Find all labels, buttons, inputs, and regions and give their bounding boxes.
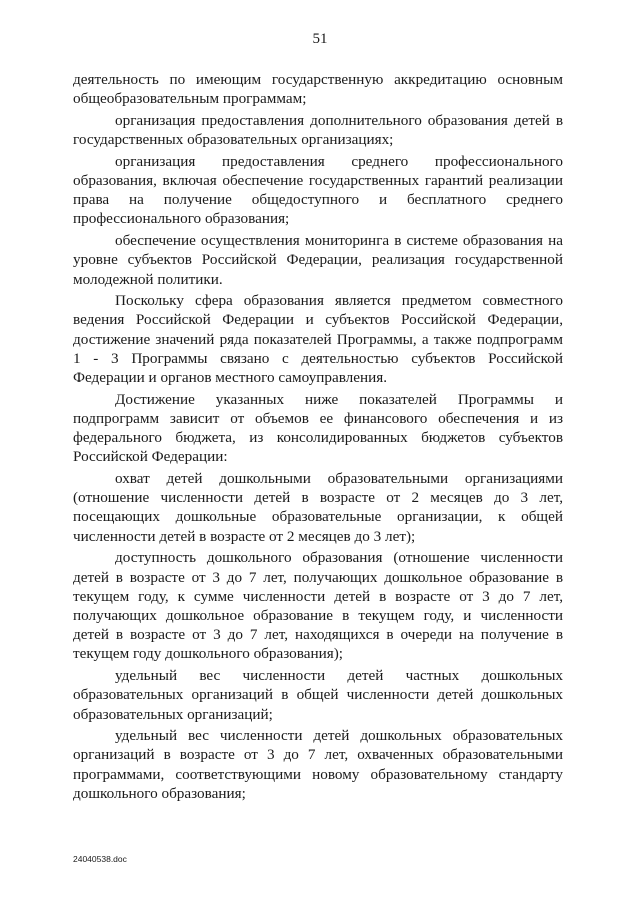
paragraph: Поскольку сфера образования является предметом совместного ведения Российской Федерации и субъектов Российской Федерации, достижение значений ряда показателей Программы, а также подпрограмм 1 - 3 Программы связано с деятельностью субъектов Российской Федерации и органов местного самоуправления.: [73, 292, 563, 387]
paragraph: охват детей дошкольными образовательными организациями (отношение численности детей в возрасте от 2 месяцев до 3 лет, посещающих дошкольные образовательные организации, к общей численности детей в возрасте от 2 месяцев до 3 лет);: [73, 470, 563, 545]
paragraph: Достижение указанных ниже показателей Программы и подпрограмм зависит от объемов ее финансового обеспечения и из федерального бюджета, из консолидированных бюджетов субъектов Российской Федерации:: [73, 390, 563, 466]
footer-filename: 24040538.doc: [73, 854, 127, 864]
paragraph: удельный вес численности детей частных дошкольных образовательных организаций в общей численности детей дошкольных образовательных организаций;: [73, 667, 563, 723]
paragraph: организация предоставления среднего профессионального образования, включая обеспечение государственных гарантий реализации права на получение общедоступного и бесплатного среднего профессионального образования;: [73, 152, 563, 228]
document-body: [73, 70, 563, 806]
paragraph: обеспечение осуществления мониторинга в системе образования на уровне субъектов Российской Федерации, реализация государственной молодежной политики.: [73, 232, 563, 288]
paragraph: удельный вес численности детей дошкольных образовательных организаций в возрасте от 3 до 7 лет, охваченных образовательными программами, соответствующими новому образовательному стандарту дошкольного образования;: [73, 727, 563, 802]
page-number: 51: [312, 31, 328, 47]
paragraph: деятельность по имеющим государственную аккредитацию основным общеобразовательным программам;: [73, 71, 563, 108]
paragraph: доступность дошкольного образования (отношение численности детей в возрасте от 3 до 7 лет, получающих дошкольное образование в текущем году, к сумме численности детей в возрасте от 3 до 7 лет, получающих дошкольное образование в текущем году, и численности детей в возрасте от 3 до 7 лет, находящихся в очереди на получение в текущем году дошкольного образования);: [73, 549, 563, 663]
paragraph: организация предоставления дополнительного образования детей в государственных образовательных организациях;: [73, 111, 563, 149]
